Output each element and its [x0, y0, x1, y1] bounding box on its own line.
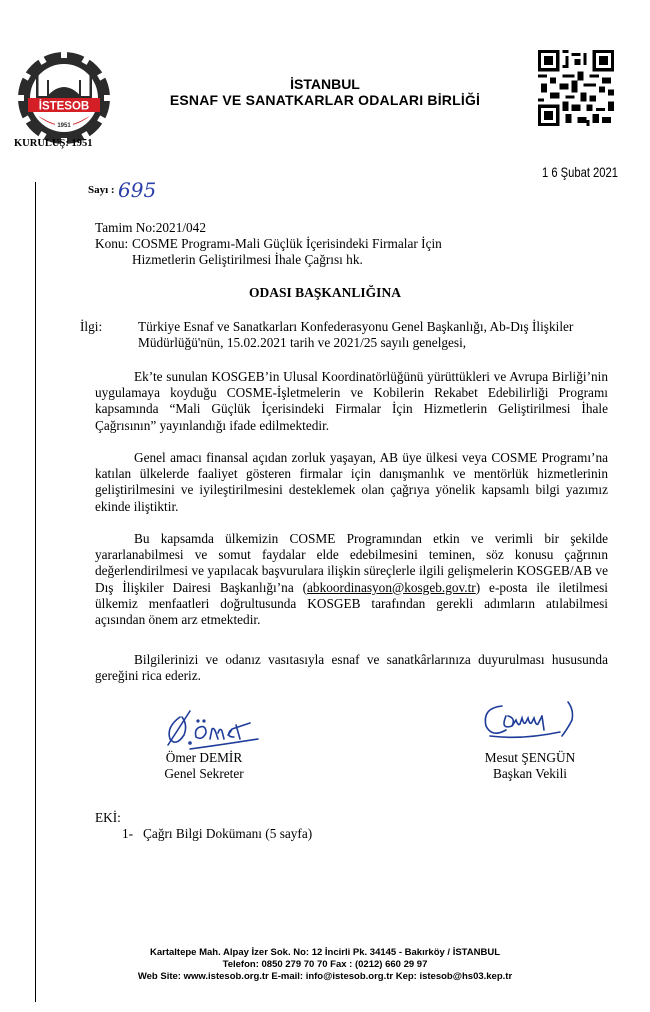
org-city: İSTANBUL	[290, 76, 360, 92]
paragraph-3-text-a: Bu kapsamda ülkemizin COSME Programından etkin ve verimli bir şekilde yararlanabilmesi ve somut faydalar elde edebilmesini teminen, söz konusu çağrının değerlendirilmesi ve yapılacak başvurulara ilişkin süreçlerle ilgili gelişmelerin KOSGEB/AB ve Dış İlişkiler Dairesi Başkanlığı’na (	[95, 531, 608, 595]
attachments-label: EKİ:	[95, 810, 121, 825]
signatory-left-title: Genel Sekreter	[164, 766, 244, 781]
paragraph-2: Genel amacı finansal açıdan zorluk yaşayan, AB üye ülkesi veya COSME Programı’na katılan ülkelerde faaliyet gösteren firmalar için danışmanlık ve mentörlük hizmetlerinin geliştirilmesini ve iyileştirilmesini desteklemek olan çağrıya yönelik kapsamlı bilgi yazımız ekinde iliştiktir.	[95, 450, 608, 514]
org-name: ESNAF VE SANATKARLAR ODALARI BİRLİĞİ	[169, 92, 481, 108]
footer-phone: Telefon: 0850 279 70 70 Fax : (0212) 660 29 97	[222, 959, 428, 970]
paragraph-4: Bilgilerinizi ve odanız vasıtasıyla esnaf ve sanatkârlarınıza duyurulması hususunda gereğini rica ederiz.	[95, 652, 608, 684]
paragraph-1: Ek’te sunulan KOSGEB’in Ulusal Koordinatörlüğünü yürüttükleri ve Avrupa Birliği’nin uygulamaya koyduğu COSME-İşletmelerin ve Kobilerin Rekabet Edebilirliği Programı kapsamında “Mali Güçlük İçerisindeki Firmalar İçin Hizmetlerin Geliştirilmesi İhale Çağrısının” yayınlandığı ifade edilmektedir.	[95, 369, 608, 433]
paragraph-3	[95, 531, 608, 628]
reference-line-1: Türkiye Esnaf ve Sanatkarları Konfederasyonu Genel Başkanlığı, Ab-Dış İlişkiler	[138, 319, 574, 334]
margin-line	[35, 182, 36, 1002]
signature-right	[472, 696, 602, 751]
subject-line-2: Hizmetlerin Geliştirilmesi İhale Çağrısı hk.	[132, 252, 363, 267]
logo-year: 1951	[57, 123, 71, 129]
signature-left	[160, 705, 270, 755]
addressee-title: ODASI BAŞKANLIĞINA	[249, 285, 401, 300]
footer-contact: Web Site: www.istesob.org.tr E-mail: info@istesob.org.tr Kep: istesob@hs03.kep.tr	[137, 971, 513, 982]
founded-year: KURULUŞ: 1951	[14, 138, 93, 149]
signatory-left-name: Ömer DEMİR	[165, 750, 243, 765]
subject-label: Konu:	[95, 236, 129, 251]
reference-number: 695	[118, 178, 157, 202]
paragraph-3-text-b: ) e-posta ile iletilmesi ülkemiz menfaatleri doğrultusunda KOSGEB tarafından gerekli adımların atılabilmesi açısından önem arz etmektedir.	[95, 579, 608, 628]
signatory-right-title: Başkan Vekili	[493, 766, 567, 781]
subject-line-1: COSME Programı-Mali Güçlük İçerisindeki Firmalar İçin	[132, 236, 442, 251]
kosgeb-email-link[interactable]: abkoordinasyon@kosgeb.gov.tr	[307, 579, 476, 595]
attachment-item-1: 1- Çağrı Bilgi Dokümanı (5 sayfa)	[122, 826, 313, 841]
logo-text: İSTESOB	[38, 100, 90, 113]
qr-code	[538, 48, 614, 128]
reference-line-2: Müdürlüğü'nün, 15.02.2021 tarih ve 2021/25 sayılı genelgesi,	[138, 335, 467, 350]
reference-label: Sayı :	[88, 184, 115, 196]
signatory-right-name: Mesut ŞENGÜN	[484, 750, 576, 765]
footer-address: Kartaltepe Mah. Alpay İzer Sok. No: 12 İncirli Pk. 34145 - Bakırköy / İSTANBUL	[149, 947, 501, 958]
reference-label-ilgi: İlgi:	[80, 319, 103, 334]
document-date: 1 6 Şubat 2021	[542, 164, 618, 180]
circular-number: Tamim No:2021/042	[95, 220, 206, 235]
